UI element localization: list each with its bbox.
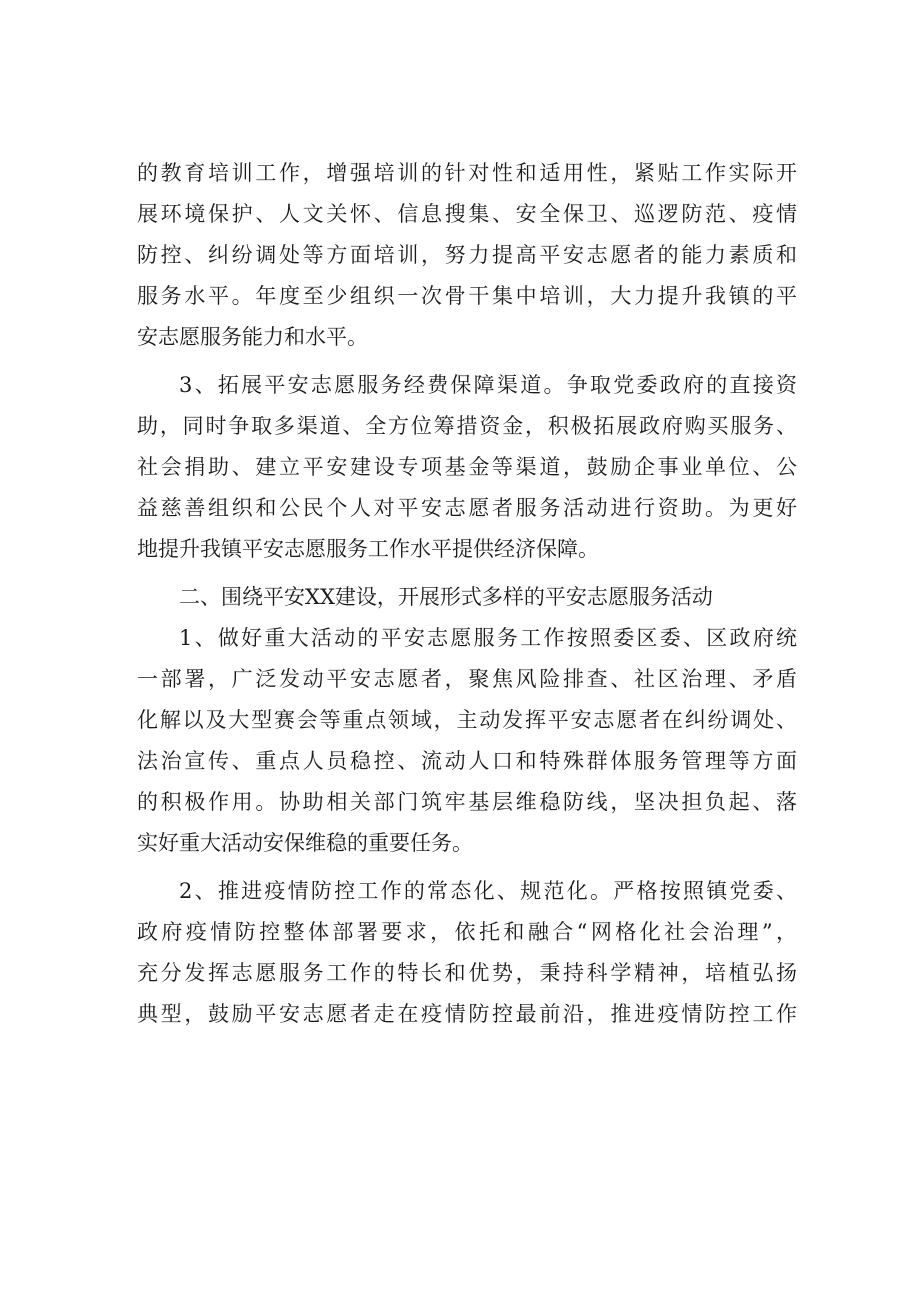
section-heading bbox=[137, 577, 797, 618]
text-line: 社会捐助、建立平安建设专项基金等渠道，鼓励企事业单位、公 bbox=[137, 455, 797, 479]
text-line: 实好重大活动安保维稳的重要任务。 bbox=[137, 831, 473, 855]
text-line: 3、拓展平安志愿服务经费保障渠道。争取党委政府的直接资 bbox=[179, 373, 797, 397]
text-line: 防控、纠纷调处等方面培训，努力提高平安志愿者的能力素质和 bbox=[137, 243, 797, 267]
paragraph-epidemic bbox=[137, 871, 797, 1035]
paragraph-training bbox=[137, 153, 797, 358]
text-line: 充分发挥志愿服务工作的特长和优势，秉持科学精神，培植弘扬 bbox=[137, 961, 797, 985]
text-line: 法治宣传、重点人员稳控、流动人口和特殊群体服务管理等方面 bbox=[137, 749, 797, 773]
document-body bbox=[137, 153, 797, 1035]
text-line: 政府疫情防控整体部署要求，依托和融合“网格化社会治理”， bbox=[137, 920, 797, 944]
text-line: 2、推进疫情防控工作的常态化、规范化。严格按照镇党委、 bbox=[179, 879, 797, 903]
text-line: 化解以及大型赛会等重点领域，主动发挥平安志愿者在纠纷调处、 bbox=[137, 708, 797, 732]
paragraph-funding bbox=[137, 365, 797, 570]
text-line: 典型，鼓励平安志愿者走在疫情防控最前沿，推进疫情防控工作 bbox=[137, 1002, 797, 1026]
text-line: 安志愿服务能力和水平。 bbox=[137, 325, 368, 349]
text-line: 一部署，广泛发动平安志愿者，聚焦风险排查、社区治理、矛盾 bbox=[137, 667, 797, 691]
text-line: 的积极作用。协助相关部门筑牢基层维稳防线，坚决担负起、落 bbox=[137, 790, 797, 814]
text-line: 展环境保护、人文关怀、信息搜集、安全保卫、巡逻防范、疫情 bbox=[137, 202, 797, 226]
text-line: 地提升我镇平安志愿服务工作水平提供经济保障。 bbox=[137, 537, 599, 561]
text-line: 益慈善组织和公民个人对平安志愿者服务活动进行资助。为更好 bbox=[137, 496, 797, 520]
text-line: 的教育培训工作，增强培训的针对性和适用性，紧贴工作实际开 bbox=[137, 161, 797, 185]
text-line: 1、做好重大活动的平安志愿服务工作按照委区委、区政府统 bbox=[179, 626, 797, 650]
text-line: 服务水平。年度至少组织一次骨干集中培训，大力提升我镇的平 bbox=[137, 284, 797, 308]
text-line: 二、围绕平安XX建设，开展形式多样的平安志愿服务活动 bbox=[179, 585, 713, 609]
paragraph-major-events bbox=[137, 618, 797, 864]
text-line: 助，同时争取多渠道、全方位筹措资金，积极拓展政府购买服务、 bbox=[137, 414, 797, 438]
